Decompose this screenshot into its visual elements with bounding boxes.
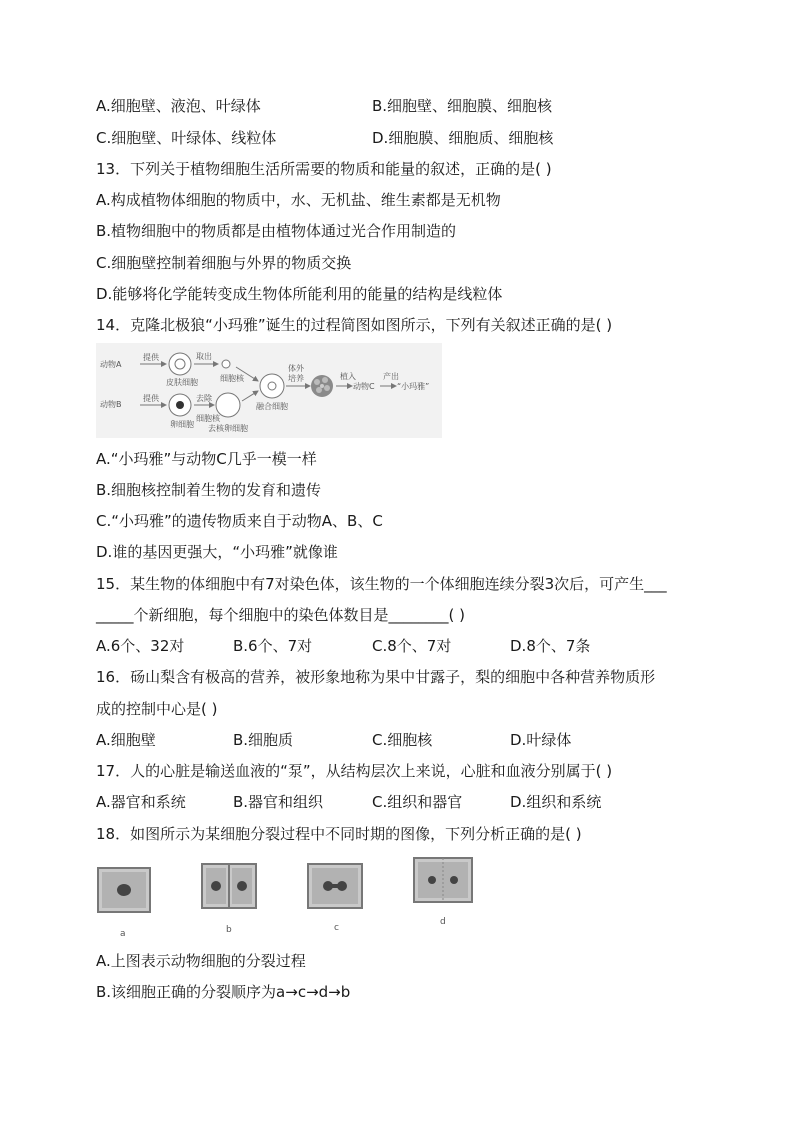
q15-option-a: A.6个、32对 (96, 637, 185, 655)
fused-cell-nucleus (268, 382, 276, 390)
label-provide-b: 提供 (143, 394, 159, 403)
q16-option-c: C.细胞核 (372, 731, 433, 749)
q17-option-a: A.器官和系统 (96, 793, 186, 811)
figure-label-d: d (440, 917, 446, 927)
label-produce: 产出 (383, 372, 399, 381)
q13-option-a: A.构成植物体细胞的物质中，水、无机盐、维生素都是无机物 (96, 191, 501, 209)
q12-option-a: A.细胞壁、液泡、叶绿体 (96, 97, 261, 115)
figure-label-c: c (334, 923, 339, 933)
figure-label-b: b (226, 925, 232, 935)
q13-option-c: C.细胞壁控制着细胞与外界的物质交换 (96, 254, 352, 272)
label-provide-a: 提供 (143, 353, 159, 362)
q17-option-c: C.组织和器官 (372, 793, 463, 811)
q18-option-a: A.上图表示动物细胞的分裂过程 (96, 952, 306, 970)
label-nucleus: 细胞核 (220, 374, 244, 383)
skin-cell-nucleus (175, 359, 185, 369)
egg-cell-nucleus (176, 401, 184, 409)
label-take-out: 取出 (196, 352, 212, 361)
q16-option-d: D.叶绿体 (510, 731, 572, 749)
q12-option-d: D.细胞膜、细胞质、细胞核 (372, 129, 554, 147)
q16-option-b: B.细胞质 (233, 731, 294, 749)
q16-stem-line1: 16．砀山梨含有极高的营养，被形象地称为果中甘露子，梨的细胞中各种营养物质形 (96, 668, 656, 686)
cell-stage-d (414, 858, 472, 902)
q13-stem: 13．下列关于植物细胞生活所需要的物质和能量的叙述，正确的是( ) (96, 160, 552, 178)
cell-stage-c (308, 864, 362, 908)
extracted-nucleus (222, 360, 230, 368)
q13-option-b: B.植物细胞中的物质都是由植物体通过光合作用制造的 (96, 222, 457, 240)
label-nucleus-b: 细胞核 (196, 414, 220, 423)
label-culture-1: 体外 (288, 364, 304, 373)
label-animal-c: 动物C (353, 382, 375, 391)
q18-option-b: B.该细胞正确的分裂顺序为a→c→d→b (96, 983, 351, 1001)
label-remove: 去除 (196, 394, 212, 403)
label-animal-b: 动物B (100, 400, 122, 409)
figure-label-a: a (120, 929, 126, 939)
cell-stage-b (202, 864, 256, 908)
q15-option-d: D.8个、7条 (510, 637, 591, 655)
label-xiaomaya: “小玛雅” (397, 382, 430, 391)
q16-stem-line2: 成的控制中心是( ) (96, 700, 218, 718)
q15-option-b: B.6个、7对 (233, 637, 313, 655)
q17-option-d: D.组织和系统 (510, 793, 602, 811)
q14-stem: 14．克隆北极狼“小玛雅”诞生的过程简图如图所示，下列有关叙述正确的是( ) (96, 316, 613, 334)
cloning-diagram (96, 343, 442, 438)
q17-option-b: B.器官和组织 (233, 793, 324, 811)
q14-option-b: B.细胞核控制着生物的发育和遗传 (96, 481, 322, 499)
label-fused-cell: 融合细胞 (256, 402, 288, 411)
label-implant: 植入 (340, 372, 356, 381)
embryo (311, 375, 333, 397)
q16-option-a: A.细胞壁 (96, 731, 156, 749)
q17-stem: 17．人的心脏是输送血液的“泵”，从结构层次上来说，心脏和血液分别属于( ) (96, 762, 613, 780)
cell-stage-a (98, 868, 150, 912)
enucleated-egg (216, 393, 240, 417)
q12-option-c: C.细胞壁、叶绿体、线粒体 (96, 129, 277, 147)
label-animal-a: 动物A (100, 360, 122, 369)
label-egg-cell: 卵细胞 (170, 420, 194, 429)
q13-option-d: D.能够将化学能转变成生物体所能利用的能量的结构是线粒体 (96, 285, 503, 303)
label-enucleated-egg: 去核卵细胞 (208, 424, 248, 433)
q18-stem: 18．如图所示为某细胞分裂过程中不同时期的图像，下列分析正确的是( ) (96, 825, 582, 843)
q14-option-c: C.“小玛雅”的遗传物质来自于动物A、B、C (96, 512, 383, 530)
label-skin-cell: 皮肤细胞 (166, 378, 198, 387)
q15-stem-line1: 15．某生物的体细胞中有7对染色体，该生物的一个体细胞连续分裂3次后，可产生___ (96, 575, 667, 593)
q15-option-c: C.8个、7对 (372, 637, 452, 655)
q15-stem-line2: _____个新细胞，每个细胞中的染色体数目是________( ) (96, 606, 465, 624)
cell-division-figure (94, 852, 484, 942)
q14-option-a: A.“小玛雅”与动物C几乎一模一样 (96, 450, 317, 468)
label-culture-2: 培养 (288, 374, 304, 383)
q14-option-d: D.谁的基因更强大，“小玛雅”就像谁 (96, 543, 338, 561)
q12-option-b: B.细胞壁、细胞膜、细胞核 (372, 97, 553, 115)
